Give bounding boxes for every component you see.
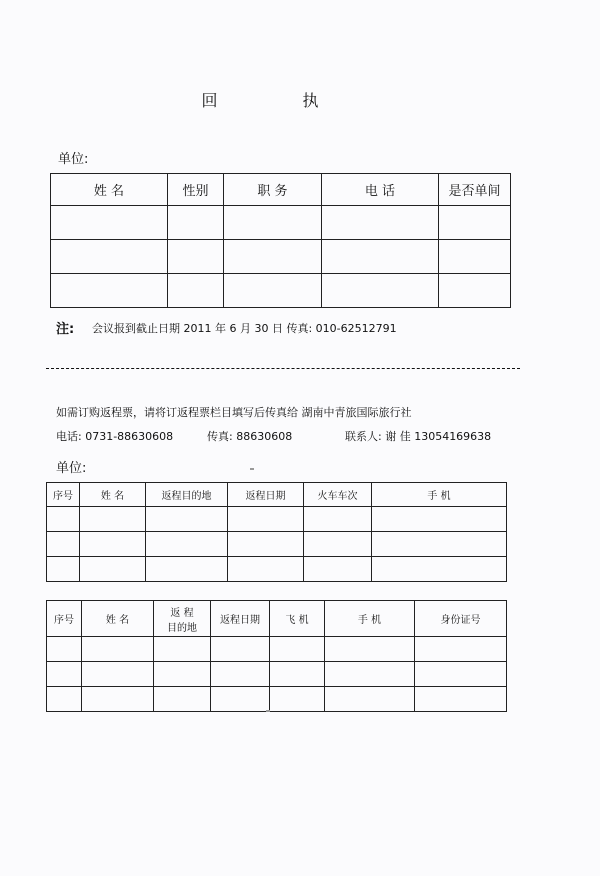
header-destination: 返程目的地 <box>146 483 228 507</box>
cell-return-date[interactable] <box>211 637 270 662</box>
cell-destination[interactable] <box>154 662 211 687</box>
header-mobile: 手 机 <box>372 483 507 507</box>
header-gender: 性别 <box>168 174 224 206</box>
page-title: 回 执 <box>201 91 359 110</box>
header-name: 姓 名 <box>82 601 154 637</box>
header-destination-line1: 返 程 <box>170 607 194 619</box>
header-flight: 飞 机 <box>270 601 325 637</box>
cell-mobile[interactable] <box>372 532 507 557</box>
cell-train-number[interactable] <box>304 532 372 557</box>
cell-index[interactable] <box>47 662 82 687</box>
cell-destination[interactable] <box>154 687 211 712</box>
cell-name[interactable] <box>80 557 146 582</box>
cell-id-number[interactable] <box>415 687 507 712</box>
table-row <box>47 662 507 687</box>
table-row <box>51 274 511 308</box>
table-row <box>47 687 507 712</box>
header-name: 姓 名 <box>51 174 168 206</box>
cell-gender[interactable] <box>168 206 224 240</box>
cell-flight[interactable] <box>270 637 325 662</box>
cell-destination[interactable] <box>146 507 228 532</box>
cell-single-room[interactable] <box>439 274 511 308</box>
cell-return-date[interactable] <box>228 507 304 532</box>
cell-name[interactable] <box>82 687 154 712</box>
table-row <box>51 206 511 240</box>
cell-id-number[interactable] <box>415 637 507 662</box>
unit-label: 单位: <box>58 152 89 167</box>
cell-flight[interactable] <box>270 687 325 712</box>
cell-mobile[interactable] <box>325 637 415 662</box>
cell-phone[interactable] <box>322 206 439 240</box>
header-return-date: 返程日期 <box>211 601 270 637</box>
cell-train-number[interactable] <box>304 507 372 532</box>
scan-speck <box>266 710 270 712</box>
cell-index[interactable] <box>47 532 80 557</box>
cell-phone[interactable] <box>322 240 439 274</box>
deadline-note: 会议报到截止日期 2011 年 6 月 30 日 传真: 010-62512791 <box>92 322 397 335</box>
cell-position[interactable] <box>224 274 322 308</box>
cell-mobile[interactable] <box>325 687 415 712</box>
cell-gender[interactable] <box>168 274 224 308</box>
cell-name[interactable] <box>82 637 154 662</box>
header-index: 序号 <box>47 483 80 507</box>
cell-id-number[interactable] <box>415 662 507 687</box>
table-header-row <box>51 174 511 206</box>
note-label: 注: <box>56 322 75 337</box>
header-single-room: 是否单间 <box>439 174 511 206</box>
cell-single-room[interactable] <box>439 240 511 274</box>
receipt-table <box>50 173 511 308</box>
agency-fax: 传真: 88630608 <box>207 430 293 443</box>
flight-ticket-table <box>46 600 507 712</box>
cell-name[interactable] <box>80 507 146 532</box>
cell-index[interactable] <box>47 687 82 712</box>
header-train-number: 火车车次 <box>304 483 372 507</box>
cell-name[interactable] <box>82 662 154 687</box>
train-ticket-table <box>46 482 507 582</box>
cell-destination[interactable] <box>146 557 228 582</box>
table-row <box>51 240 511 274</box>
table-row <box>47 637 507 662</box>
header-id-number: 身份证号 <box>415 601 507 637</box>
cell-index[interactable] <box>47 507 80 532</box>
cell-name[interactable] <box>51 240 168 274</box>
table-header-row <box>47 601 507 637</box>
cell-flight[interactable] <box>270 662 325 687</box>
scan-speck <box>250 468 254 470</box>
header-destination <box>154 601 211 637</box>
cell-name[interactable] <box>80 532 146 557</box>
cut-line <box>46 368 520 369</box>
cell-mobile[interactable] <box>325 662 415 687</box>
cell-name[interactable] <box>51 274 168 308</box>
cell-destination[interactable] <box>154 637 211 662</box>
cell-index[interactable] <box>47 557 80 582</box>
cell-return-date[interactable] <box>211 662 270 687</box>
agency-contact: 联系人: 谢 佳 13054169638 <box>345 430 492 443</box>
table-header-row <box>47 483 507 507</box>
cell-position[interactable] <box>224 206 322 240</box>
unit-label-2: 单位: <box>56 461 87 476</box>
header-destination-line2: 目的地 <box>167 622 197 634</box>
header-phone: 电 话 <box>322 174 439 206</box>
cell-train-number[interactable] <box>304 557 372 582</box>
cell-position[interactable] <box>224 240 322 274</box>
cell-single-room[interactable] <box>439 206 511 240</box>
table-row <box>47 507 507 532</box>
table-row <box>47 532 507 557</box>
cell-return-date[interactable] <box>211 687 270 712</box>
cell-phone[interactable] <box>322 274 439 308</box>
agency-phone: 电话: 0731-88630608 <box>56 430 174 443</box>
cell-gender[interactable] <box>168 240 224 274</box>
header-mobile: 手 机 <box>325 601 415 637</box>
cell-return-date[interactable] <box>228 532 304 557</box>
cell-index[interactable] <box>47 637 82 662</box>
return-ticket-instruction: 如需订购返程票，请将订返程票栏目填写后传真给 湖南中青旅国际旅行社 <box>56 406 412 419</box>
header-return-date: 返程日期 <box>228 483 304 507</box>
cell-mobile[interactable] <box>372 557 507 582</box>
header-index: 序号 <box>47 601 82 637</box>
cell-return-date[interactable] <box>228 557 304 582</box>
cell-name[interactable] <box>51 206 168 240</box>
table-row <box>47 557 507 582</box>
cell-destination[interactable] <box>146 532 228 557</box>
header-position: 职 务 <box>224 174 322 206</box>
header-name: 姓 名 <box>80 483 146 507</box>
cell-mobile[interactable] <box>372 507 507 532</box>
